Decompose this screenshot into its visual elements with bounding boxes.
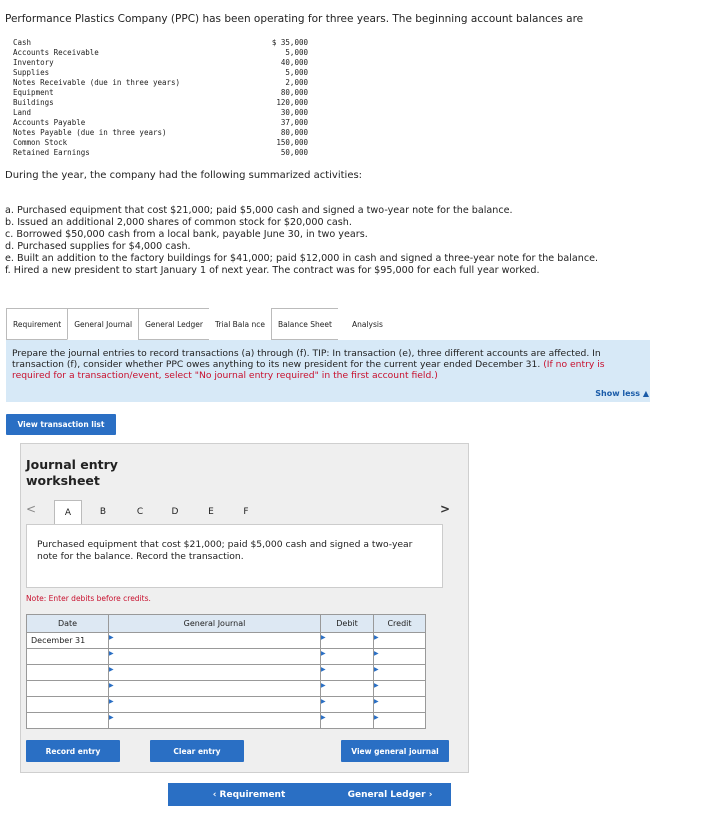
- credit-header: Credit: [374, 615, 426, 633]
- balance-amount: 120,000: [276, 98, 308, 107]
- transaction-selector: [26, 500, 450, 524]
- chevron-left-icon[interactable]: <: [26, 502, 37, 516]
- journal-entry-table: [26, 614, 426, 729]
- balance-amount: 40,000: [280, 58, 308, 67]
- activities-list: [5, 205, 598, 277]
- view-general-journal-button[interactable]: View general journal: [341, 740, 449, 762]
- record-entry-button[interactable]: Record entry: [26, 740, 120, 762]
- balance-row: [13, 138, 308, 148]
- instructions-box: [6, 340, 650, 402]
- table-row: [27, 697, 426, 713]
- balance-amount: 80,000: [280, 88, 308, 97]
- caret-right-icon: ▶: [321, 698, 326, 705]
- caret-right-icon: ▶: [109, 634, 114, 641]
- date-cell: [27, 697, 109, 713]
- transaction-tab-e[interactable]: E: [208, 507, 214, 517]
- clear-entry-button[interactable]: Clear entry: [150, 740, 244, 762]
- tab-analysis[interactable]: Analysis: [338, 308, 397, 340]
- balance-amount: 5,000: [285, 48, 308, 57]
- balance-amount: 50,000: [280, 148, 308, 157]
- journal-header: General Journal: [109, 615, 321, 633]
- balance-amount: $ 35,000: [271, 38, 308, 47]
- account-cell[interactable]: [109, 649, 321, 665]
- balance-row: [13, 88, 308, 98]
- transaction-tab-b[interactable]: B: [99, 507, 107, 517]
- next-general-ledger-button[interactable]: General Ledger ›: [329, 783, 451, 806]
- account-cell[interactable]: [109, 713, 321, 729]
- balance-amount: 37,000: [280, 118, 308, 127]
- date-cell[interactable]: December 31: [27, 633, 109, 649]
- balance-row: [13, 58, 308, 68]
- debit-credit-note: Note: Enter debits before credits.: [26, 594, 151, 603]
- balance-account-name: Land: [13, 108, 32, 117]
- debit-cell[interactable]: [321, 633, 374, 649]
- table-row: [27, 649, 426, 665]
- date-cell: [27, 665, 109, 681]
- credit-cell[interactable]: [374, 697, 426, 713]
- balance-account-name: Equipment: [13, 88, 54, 97]
- show-less-link[interactable]: Show less ▲: [595, 389, 649, 398]
- account-cell[interactable]: [109, 697, 321, 713]
- balance-row: [13, 148, 308, 158]
- caret-right-icon: ▶: [321, 714, 326, 721]
- activity-item: d. Purchased supplies for $4,000 cash.: [5, 241, 191, 252]
- balance-account-name: Notes Receivable (due in three years): [13, 78, 181, 87]
- account-cell[interactable]: [109, 633, 321, 649]
- prev-requirement-button[interactable]: ‹ Requirement: [168, 783, 330, 806]
- table-row: [27, 665, 426, 681]
- chevron-right-icon[interactable]: >: [439, 502, 450, 516]
- debit-cell[interactable]: [321, 713, 374, 729]
- transaction-description: Purchased equipment that cost $21,000; paid $5,000 cash and signed a two-year note for the balance. Record the transaction.: [26, 524, 443, 588]
- balance-account-name: Accounts Payable: [13, 118, 86, 127]
- tab-balance-sheet[interactable]: Balance Sheet: [271, 308, 338, 340]
- instructions-note: (If no entry is required for a transaction/event, select "No journal entry required" in the first account field.): [12, 359, 605, 381]
- date-cell: [27, 713, 109, 729]
- caret-right-icon: ▶: [374, 714, 379, 721]
- tab-general-journal[interactable]: General Journal: [67, 308, 138, 340]
- credit-cell[interactable]: [374, 713, 426, 729]
- date-header: Date: [27, 615, 109, 633]
- caret-right-icon: ▶: [321, 666, 326, 673]
- date-cell: [27, 681, 109, 697]
- caret-right-icon: ▶: [109, 666, 114, 673]
- balance-account-name: Notes Payable (due in three years): [13, 128, 167, 137]
- activities-heading: During the year, the company had the following summarized activities:: [5, 170, 363, 181]
- transaction-tab-f[interactable]: F: [243, 507, 249, 517]
- caret-right-icon: ▶: [374, 682, 379, 689]
- balance-row: [13, 78, 308, 88]
- balance-account-name: Accounts Receivable: [13, 48, 99, 57]
- transaction-tab-d[interactable]: D: [171, 507, 179, 517]
- view-transaction-list-button[interactable]: View transaction list: [6, 414, 116, 435]
- activity-item: f. Hired a new president to start January 1 of next year. The contract was for $95,000 for each full year worked.: [5, 265, 540, 276]
- tab-trial-balance[interactable]: Trial Bala nce: [209, 308, 271, 340]
- caret-right-icon: ▶: [109, 650, 114, 657]
- credit-cell[interactable]: [374, 681, 426, 697]
- activity-item: e. Built an addition to the factory buildings for $41,000; paid $12,000 in cash and signed a three-year note for the balance.: [5, 253, 599, 264]
- balance-amount: 80,000: [280, 128, 308, 137]
- activity-item: b. Issued an additional 2,000 shares of common stock for $20,000 cash.: [5, 217, 352, 228]
- balance-row: [13, 68, 308, 78]
- transaction-tab-c[interactable]: C: [136, 507, 144, 517]
- balance-list: [13, 38, 308, 158]
- instructions-text: Prepare the journal entries to record transactions (a) through (f). TIP: In transaction (e), three different accounts are affected. In transaction (f), consider whether PPC owes anything to its new president for the current year ended December 31.: [12, 348, 601, 370]
- caret-right-icon: ▶: [374, 634, 379, 641]
- worksheet-title: Journal entry worksheet: [26, 457, 118, 488]
- balance-row: [13, 38, 308, 48]
- caret-right-icon: ▶: [109, 714, 114, 721]
- account-cell[interactable]: [109, 681, 321, 697]
- balance-account-name: Cash: [13, 38, 32, 47]
- credit-cell[interactable]: [374, 633, 426, 649]
- debit-cell[interactable]: [321, 649, 374, 665]
- debit-cell[interactable]: [321, 681, 374, 697]
- caret-right-icon: ▶: [374, 698, 379, 705]
- caret-right-icon: ▶: [109, 698, 114, 705]
- date-cell: [27, 649, 109, 665]
- balance-amount: 150,000: [276, 138, 308, 147]
- balance-account-name: Common Stock: [13, 138, 68, 147]
- balance-row: [13, 48, 308, 58]
- tab-bar: [6, 308, 397, 340]
- balance-account-name: Inventory: [13, 58, 54, 67]
- caret-right-icon: ▶: [374, 666, 379, 673]
- balance-row: [13, 128, 308, 138]
- caret-right-icon: ▶: [109, 682, 114, 689]
- credit-cell[interactable]: [374, 649, 426, 665]
- caret-right-icon: ▶: [321, 650, 326, 657]
- balance-row: [13, 108, 308, 118]
- balance-account-name: Supplies: [13, 68, 50, 77]
- debit-cell[interactable]: [321, 665, 374, 681]
- tab-general-ledger[interactable]: General Ledger: [138, 308, 209, 340]
- balance-amount: 2,000: [285, 78, 308, 87]
- credit-cell[interactable]: [374, 665, 426, 681]
- balance-account-name: Retained Earnings: [13, 148, 90, 157]
- activity-item: c. Borrowed $50,000 cash from a local bank, payable June 30, in two years.: [5, 229, 368, 240]
- activity-item: a. Purchased equipment that cost $21,000; paid $5,000 cash and signed a two-year note for the balance.: [5, 205, 513, 216]
- account-cell[interactable]: [109, 665, 321, 681]
- debit-cell[interactable]: [321, 697, 374, 713]
- transaction-tab-a[interactable]: A: [54, 500, 82, 524]
- balance-row: [13, 118, 308, 128]
- table-row: [27, 633, 426, 649]
- debit-header: Debit: [321, 615, 374, 633]
- table-row: [27, 713, 426, 729]
- balance-row: [13, 98, 308, 108]
- balance-amount: 30,000: [280, 108, 308, 117]
- balance-amount: 5,000: [285, 68, 308, 77]
- problem-intro: Performance Plastics Company (PPC) has been operating for three years. The beginning account balances are: [5, 13, 584, 25]
- table-row: [27, 681, 426, 697]
- caret-right-icon: ▶: [374, 650, 379, 657]
- tab-requirement[interactable]: Requirement: [6, 308, 67, 340]
- caret-right-icon: ▶: [321, 634, 326, 641]
- caret-right-icon: ▶: [321, 682, 326, 689]
- balance-account-name: Buildings: [13, 98, 54, 107]
